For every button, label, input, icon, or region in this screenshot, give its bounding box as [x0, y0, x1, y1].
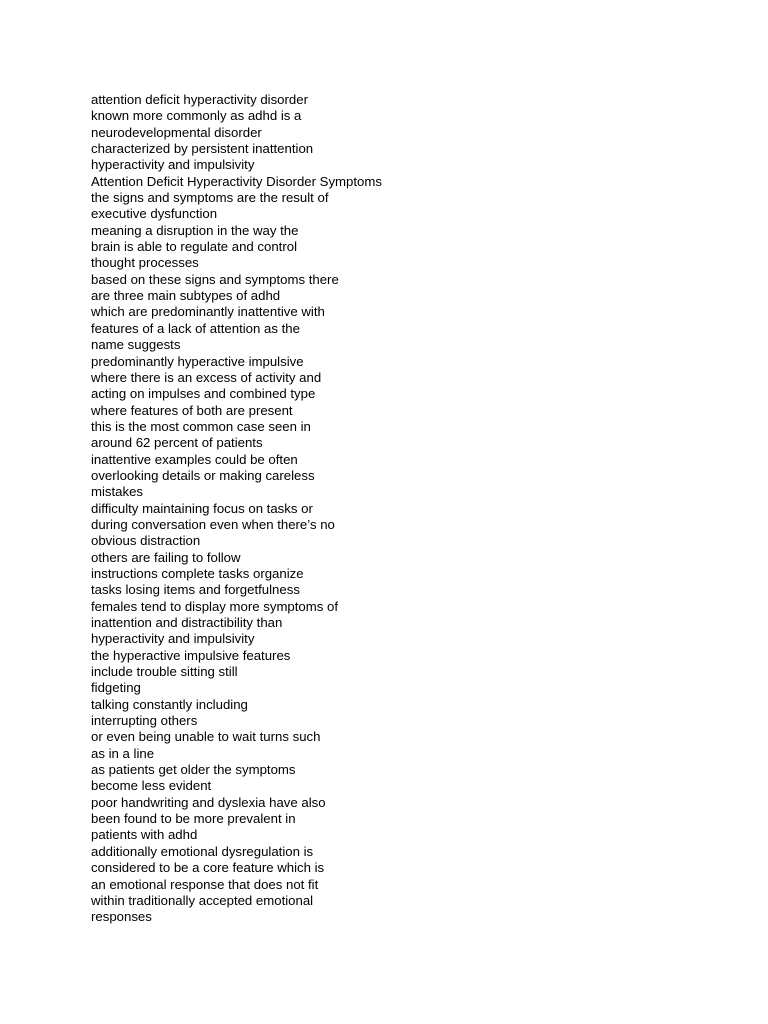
- text-line: features of a lack of attention as the: [91, 320, 300, 336]
- text-line: interrupting others: [91, 713, 198, 729]
- text-line: during conversation even when there’s no: [91, 516, 335, 532]
- text-line: inattentive examples could be often: [91, 451, 298, 467]
- text-line: hyperactivity and impulsivity: [91, 631, 255, 647]
- text-line: an emotional response that does not fit: [91, 876, 319, 892]
- text-line: attention deficit hyperactivity disorder: [91, 92, 308, 107]
- text-line: mistakes: [91, 484, 144, 500]
- text-line: hyperactivity and impulsivity: [91, 157, 255, 173]
- text-line: name suggests: [91, 337, 181, 353]
- text-line: difficulty maintaining focus on tasks or: [91, 500, 313, 516]
- text-line: overlooking details or making careless: [91, 467, 315, 483]
- text-line: as patients get older the symptoms: [91, 762, 296, 778]
- text-line: thought processes: [91, 255, 199, 271]
- text-line: the signs and symptoms are the result of: [91, 190, 329, 206]
- text-line: known more commonly as adhd is a: [91, 108, 302, 124]
- text-line: include trouble sitting still: [91, 664, 238, 680]
- text-line: instructions complete tasks organize: [91, 565, 304, 581]
- text-line: Attention Deficit Hyperactivity Disorder Symptoms: [91, 173, 382, 189]
- text-line: or even being unable to wait turns such: [91, 729, 321, 745]
- text-line: are three main subtypes of adhd: [91, 288, 281, 304]
- text-line: tasks losing items and forgetfulness: [91, 582, 300, 598]
- text-line: meaning a disruption in the way the: [91, 222, 299, 238]
- text-line: characterized by persistent inattention: [91, 141, 314, 157]
- text-line: become less evident: [91, 778, 212, 794]
- text-line: around 62 percent of patients: [91, 435, 263, 451]
- text-line: where features of both are present: [91, 402, 293, 418]
- text-line: obvious distraction: [91, 533, 201, 549]
- text-line: patients with adhd: [91, 827, 198, 843]
- document-body-text: [91, 92, 731, 926]
- text-line: based on these signs and symptoms there: [91, 271, 339, 287]
- text-line: responses: [91, 909, 152, 925]
- text-line: predominantly hyperactive impulsive: [91, 353, 304, 369]
- text-line: fidgeting: [91, 680, 141, 696]
- text-line: considered to be a core feature which is: [91, 860, 325, 876]
- text-line: talking constantly including: [91, 696, 248, 712]
- text-line: acting on impulses and combined type: [91, 386, 316, 402]
- text-line: where there is an excess of activity and: [91, 369, 322, 385]
- text-line: this is the most common case seen in: [91, 418, 311, 434]
- text-line: others are failing to follow: [91, 549, 241, 565]
- text-line: the hyperactive impulsive features: [91, 647, 291, 663]
- text-line: brain is able to regulate and control: [91, 239, 298, 255]
- text-line: which are predominantly inattentive with: [91, 304, 325, 320]
- text-line: neurodevelopmental disorder: [91, 124, 262, 140]
- text-line: inattention and distractibility than: [91, 615, 283, 630]
- text-line: additionally emotional dysregulation is: [91, 843, 314, 859]
- text-line: within traditionally accepted emotional: [91, 892, 314, 908]
- text-line: poor handwriting and dyslexia have also: [91, 794, 326, 810]
- text-line: been found to be more prevalent in: [91, 811, 296, 827]
- text-line: executive dysfunction: [91, 206, 218, 222]
- text-line: females tend to display more symptoms of: [91, 598, 339, 614]
- text-line: as in a line: [91, 745, 155, 761]
